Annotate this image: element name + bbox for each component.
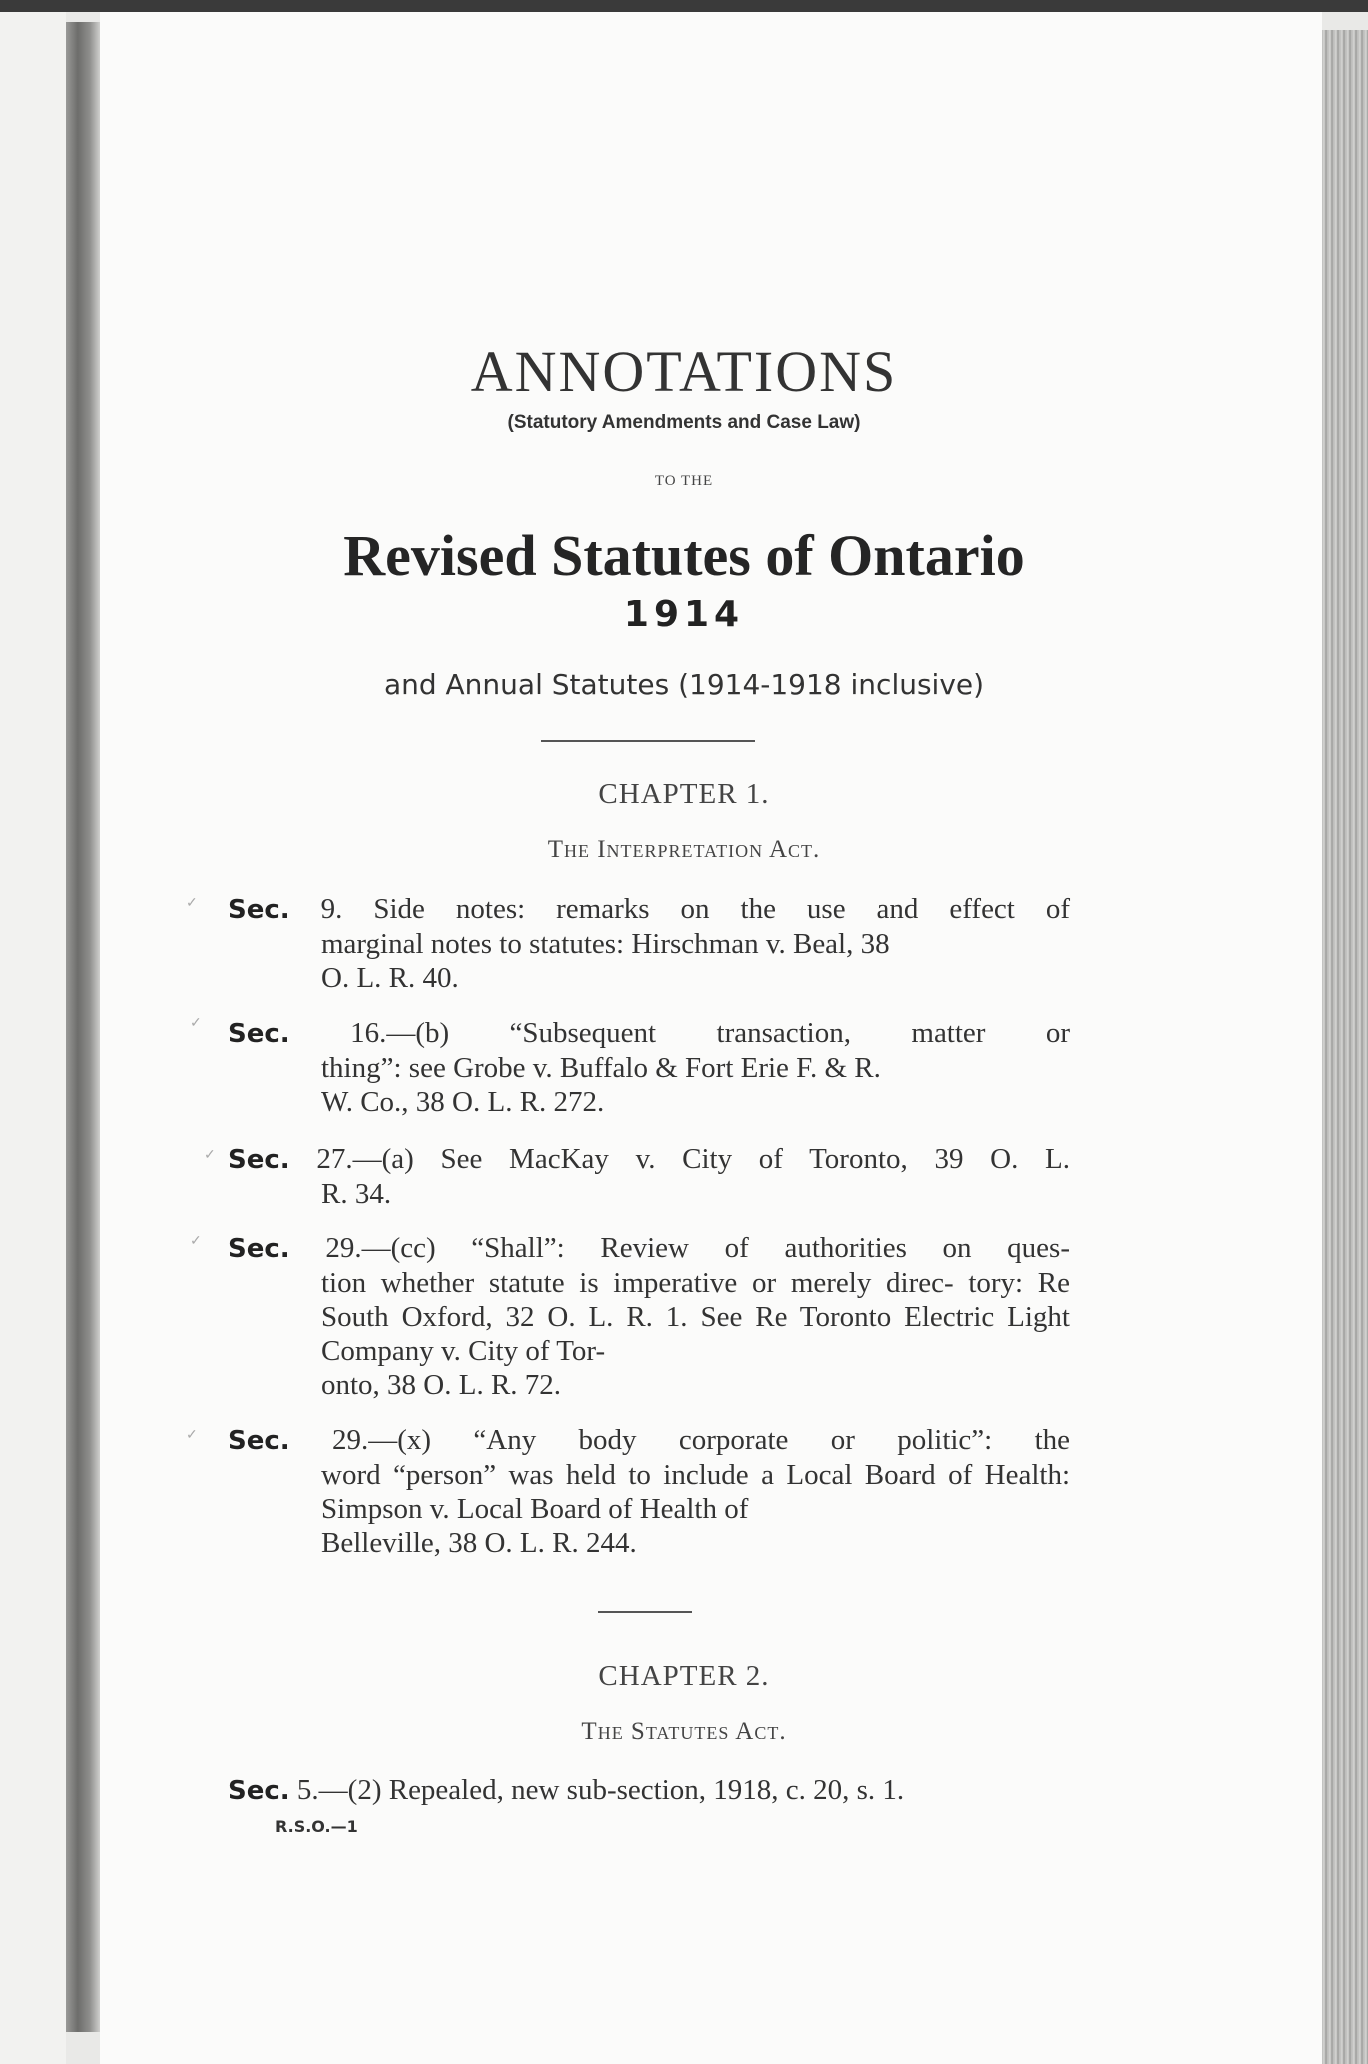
entry-body: thing”: see Grobe v. Buffalo & Fort Erie F. & R. xyxy=(321,1052,881,1084)
chapter-2-act-title: The Statutes Act. xyxy=(581,1718,787,1745)
annotation-entry xyxy=(228,1231,1070,1402)
annotation-entry xyxy=(228,892,1070,995)
page-subtitle: (Statutory Amendments and Case Law) xyxy=(507,412,861,433)
section-label: Sec. xyxy=(228,1234,290,1264)
book-title: Revised Statutes of Ontario xyxy=(343,523,1025,588)
page-stack-edge xyxy=(1322,30,1368,2064)
entry-body: word “person” was held to include a Local Board of Health: Simpson v. Local Board of Health of xyxy=(321,1459,1070,1525)
entry-line-1: 16.—(b) “Subsequent transaction, matter or xyxy=(350,1017,1071,1049)
divider-rule xyxy=(541,740,755,742)
section-label: Sec. xyxy=(228,895,290,925)
chapter-1-heading: CHAPTER 1. xyxy=(598,778,770,810)
divider-rule-short xyxy=(598,1611,692,1613)
annual-statutes-line: and Annual Statutes (1914-1918 inclusive) xyxy=(383,668,985,701)
entry-line-1: 9. Side notes: remarks on the use and effect of xyxy=(320,893,1070,925)
scan-top-edge xyxy=(0,0,1368,12)
section-label: Sec. xyxy=(228,1145,290,1175)
annotation-entry xyxy=(228,1423,1070,1560)
annotation-entry xyxy=(228,1142,1070,1211)
entry-last-line: Belleville, 38 O. L. R. 244. xyxy=(321,1527,637,1559)
facing-page-edge xyxy=(0,12,66,2064)
entry-last-line: O. L. R. 40. xyxy=(321,962,459,994)
margin-check-mark: ✓ xyxy=(186,1428,198,1443)
margin-check-mark: ✓ xyxy=(204,1148,216,1163)
entry-body: marginal notes to statutes: Hirschman v. Beal, 38 xyxy=(321,928,890,960)
entry-last-line: onto, 38 O. L. R. 72. xyxy=(321,1369,562,1401)
entry-last-line: R. 34. xyxy=(321,1178,392,1210)
margin-check-mark: ✓ xyxy=(190,1016,202,1031)
entry-line-1: 27.—(a) See MacKay v. City of Toronto, 39 O. L. xyxy=(316,1143,1071,1175)
chapter-2-heading: CHAPTER 2. xyxy=(598,1660,770,1692)
margin-check-mark: ✓ xyxy=(190,1234,202,1249)
section-label: Sec. xyxy=(228,1776,290,1806)
section-label: Sec. xyxy=(228,1426,290,1456)
book-year: 1914 xyxy=(623,594,745,635)
entry-body: tion whether statute is imperative or merely direc- tory: Re South Oxford, 32 O. L. R. 1. See Re Toronto Electric Light Company v. City of Tor- xyxy=(321,1267,1070,1367)
to-the-label: TO THE xyxy=(654,473,714,489)
signature-mark: R.S.O.—1 xyxy=(275,1817,358,1836)
page-title: ANNOTATIONS xyxy=(470,339,898,404)
section-label: Sec. xyxy=(228,1019,290,1049)
chapter-1-act-title: The Interpretation Act. xyxy=(547,836,821,863)
margin-check-mark: ✓ xyxy=(186,896,198,911)
annotation-entry xyxy=(228,1773,1070,1808)
entry-line-1: 29.—(cc) “Shall”: Review of authorities on ques- xyxy=(325,1232,1071,1264)
annotation-entry xyxy=(228,1016,1070,1119)
entry-line-1: 5.—(2) Repealed, new sub-section, 1918, c. 20, s. 1. xyxy=(296,1774,905,1806)
entry-line-1: 29.—(x) “Any body corporate or politic”: the xyxy=(332,1424,1071,1456)
entry-last-line: W. Co., 38 O. L. R. 272. xyxy=(321,1086,605,1118)
